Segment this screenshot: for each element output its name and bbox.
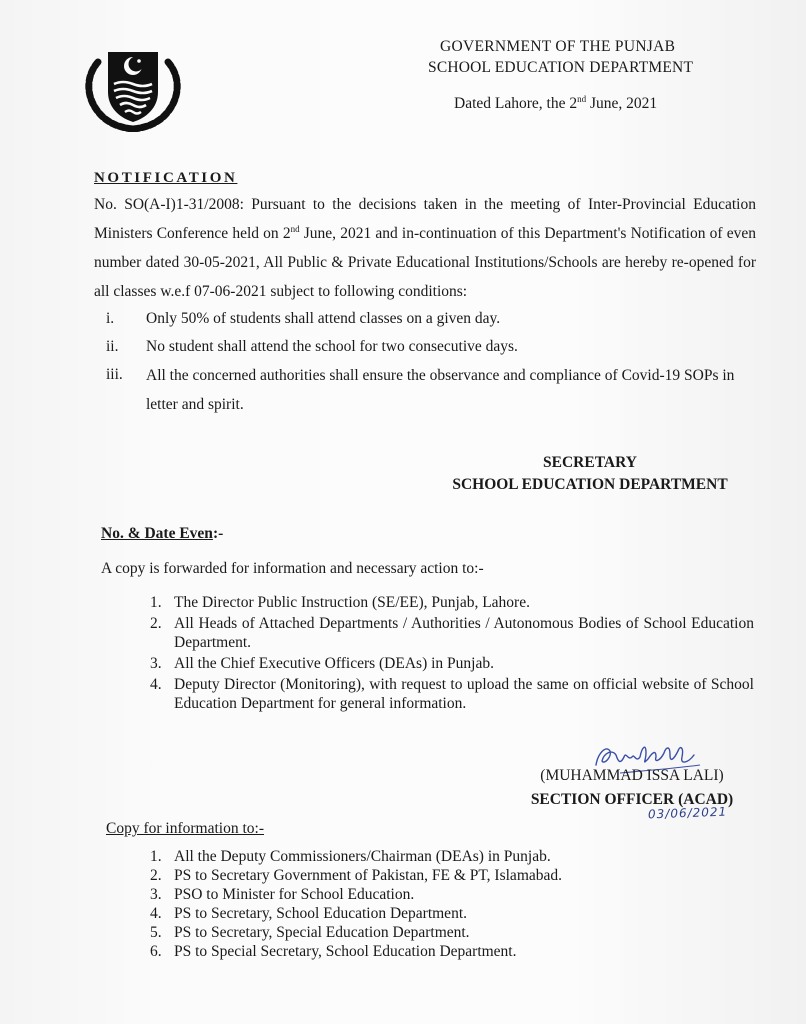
list-item: 2. PS to Secretary Government of Pakistan, FE & PT, Islamabad. [150, 867, 563, 884]
signature-date: 03/06/2021 [647, 804, 728, 822]
secretary-department: SCHOOL EDUCATION DEPARTMENT [452, 476, 728, 493]
condition-number: ii. [106, 338, 119, 355]
condition-item [94, 361, 756, 417]
forward-recipients-list [150, 593, 754, 715]
notification-paragraph: No. SO(A-I)1-31/2008: Pursuant to the decisions taken in the meeting of Inter-Provincial Education Ministers Conference held on 2nd June, 2021 and in-continuation of this Department's Notification of even number dated 30-05-2021, All Public & Private Educational Institutions/Schools are hereby re-opened for all classes w.e.f 07-06-2021 subject to following conditions: [94, 196, 756, 300]
punjab-emblem-logo [78, 34, 188, 132]
list-item: 4. Deputy Director (Monitoring), with request to upload the same on official website of School Education Department for general information. [150, 676, 754, 712]
list-item: 1. All the Deputy Commissioners/Chairman (DEAs) in Punjab. [150, 848, 551, 865]
notification-title: NOTIFICATION [94, 170, 238, 186]
letterhead [428, 38, 728, 113]
list-item: 3. All the Chief Executive Officers (DEAs) in Punjab. [150, 655, 494, 672]
condition-item [94, 333, 756, 361]
condition-number: i. [106, 310, 115, 327]
list-item: 4. PS to Secretary, School Education Department. [150, 905, 467, 922]
department-line: SCHOOL EDUCATION DEPARTMENT [428, 59, 694, 76]
copy-recipients-list [150, 847, 750, 961]
list-item: 2. All Heads of Attached Departments / Authorities / Autonomous Bodies of School Education Department. [150, 615, 754, 651]
secretary-signature-block [440, 452, 740, 496]
forward-text: A copy is forwarded for information and necessary action to:- [101, 560, 484, 577]
dated-line: Dated Lahore, the 2nd June, 2021 [454, 94, 658, 113]
officer-name: (MUHAMMAD ISSA LALI) [540, 767, 724, 784]
government-line: GOVERNMENT OF THE PUNJAB [440, 38, 676, 55]
list-item: 1. The Director Public Instruction (SE/EE), Punjab, Lahore. [150, 594, 530, 611]
list-item: 6. PS to Special Secretary, School Education Department. [150, 943, 517, 960]
condition-text: No student shall attend the school for two consecutive days. [146, 338, 518, 355]
list-item: 5. PS to Secretary, Special Education Department. [150, 924, 470, 941]
condition-number: iii. [106, 366, 123, 383]
condition-text: Only 50% of students shall attend classes on a given day. [146, 310, 501, 327]
conditions-list [94, 305, 756, 417]
condition-item [94, 305, 756, 333]
list-item: 3. PSO to Minister for School Education. [150, 886, 415, 903]
copy-info-heading: Copy for information to:- [106, 820, 264, 837]
officer-title: SECTION OFFICER (ACAD) [530, 791, 734, 808]
secretary-title: SECRETARY [543, 454, 637, 471]
no-and-date-heading: No. & Date Even:- [101, 525, 224, 542]
condition-text: All the concerned authorities shall ensure the observance and compliance of Covid-19 SOPs in letter and spirit. [146, 367, 735, 413]
